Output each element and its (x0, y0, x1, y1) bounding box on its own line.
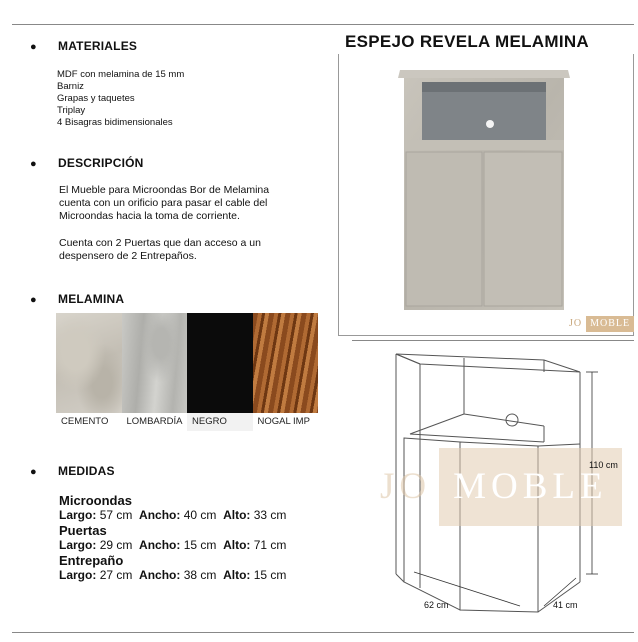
medidas-heading: ● MEDIDAS (30, 464, 115, 478)
swatch-label: CEMENTO (56, 413, 122, 431)
swatch-label: LOMBARDÍA (122, 413, 188, 431)
bullet-icon: ● (30, 294, 37, 306)
swatch-cemento[interactable] (56, 313, 122, 431)
diagram-top (396, 354, 580, 372)
materiales-heading: ● MATERIALES (30, 39, 138, 53)
list-item: Triplay (57, 105, 86, 116)
materiales-list (57, 69, 184, 129)
descripcion-paragraph-1: El Mueble para Microondas Bor de Melamina cuenta con un orificio para pasar el cable del Microondas hacia la toma de corriente. (59, 184, 270, 222)
swatch-texture (187, 313, 253, 413)
medidas-table (59, 493, 286, 583)
medidas-group-title: Microondas (59, 493, 132, 508)
cabinet-top (398, 70, 570, 78)
list-item: MDF con melamina de 15 mm (57, 69, 185, 80)
medidas-row: Largo: 27 cm Ancho: 38 cm Alto: 15 cm (59, 568, 287, 582)
swatch-label: NOGAL IMP (253, 413, 319, 431)
list-item: 4 Bisagras bidimensionales (57, 117, 173, 128)
shelf-edge (404, 140, 564, 150)
swatch-texture (56, 313, 122, 413)
dimension-height: 110 cm (589, 460, 618, 470)
swatch-texture (122, 313, 188, 413)
product-photo (398, 68, 570, 312)
top-divider (12, 24, 634, 25)
diagram-cable-hole-icon (506, 414, 518, 426)
list-item: Barniz (57, 81, 84, 92)
melamina-swatches (56, 313, 318, 431)
niche-shadow (422, 82, 546, 92)
medidas-group-title: Puertas (59, 523, 107, 538)
swatch-texture (253, 313, 319, 413)
brand-logo: JO MOBLE (565, 316, 634, 332)
diagram-line (464, 414, 544, 426)
brand-watermark: JO MOBLE (372, 448, 622, 526)
melamina-heading: ● MELAMINA (30, 292, 125, 306)
list-item: Grapas y taquetes (57, 93, 135, 104)
product-title: ESPEJO REVELA MELAMINA (345, 32, 590, 51)
diagram-line (396, 354, 420, 364)
door-right (484, 152, 562, 306)
dimension-depth: 41 cm (553, 600, 578, 610)
dimension-width: 62 cm (424, 600, 449, 610)
cable-hole-icon (486, 120, 494, 128)
swatch-negro[interactable] (187, 313, 253, 431)
descripcion-heading: ● DESCRIPCIÓN (30, 156, 144, 170)
swatch-nogal-imp[interactable] (253, 313, 319, 431)
bullet-icon: ● (30, 41, 37, 53)
medidas-group-title: Entrepaño (59, 553, 124, 568)
diagram-line (410, 414, 464, 434)
door-left (406, 152, 482, 306)
diagram-line (396, 574, 404, 582)
bullet-icon: ● (30, 466, 37, 478)
bullet-icon: ● (30, 158, 37, 170)
swatch-lombardia[interactable] (122, 313, 188, 431)
diagram-divider (352, 340, 634, 341)
medidas-row: Largo: 57 cm Ancho: 40 cm Alto: 33 cm (59, 508, 287, 522)
diagram-line (538, 444, 580, 446)
diagram-line (410, 434, 544, 442)
bottom-divider (12, 632, 634, 633)
descripcion-paragraph-2: Cuenta con 2 Puertas que dan acceso a un despensero de 2 Entrepaños. (59, 237, 261, 262)
medidas-row: Largo: 29 cm Ancho: 15 cm Alto: 71 cm (59, 538, 287, 552)
swatch-label: NEGRO (187, 413, 253, 431)
